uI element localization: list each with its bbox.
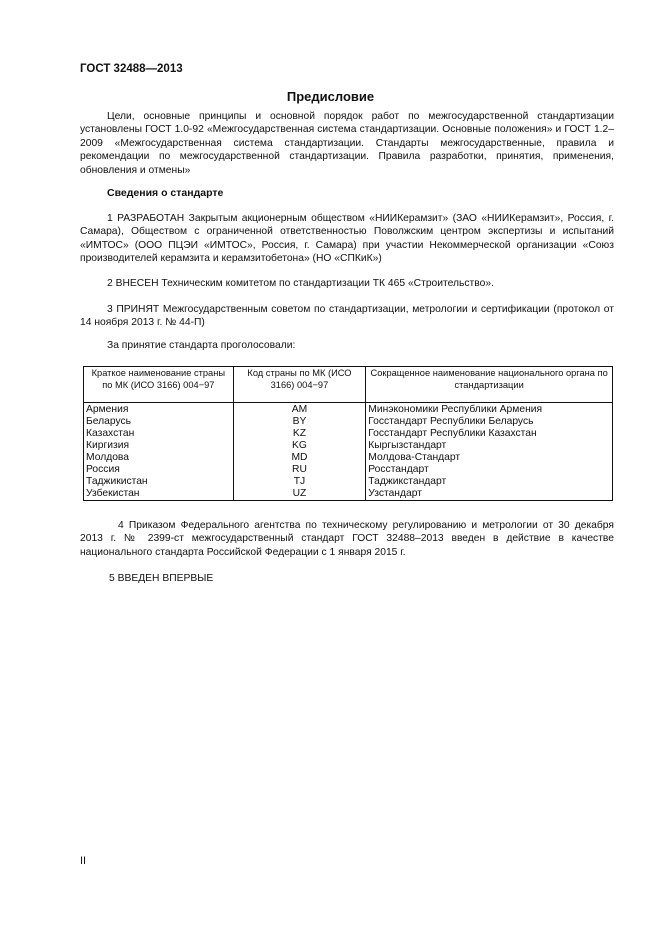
- cell-code: RU: [233, 464, 366, 476]
- cell-country: Таджикистан: [84, 476, 234, 488]
- item-submitted: 2 ВНЕСЕН Техническим комитетом по стандартизации ТК 465 «Строительство».: [107, 278, 494, 289]
- cell-body: Минэкономики Республики Армения: [366, 403, 613, 417]
- item-developed: 1 РАЗРАБОТАН Закрытым акционерным обществом «НИИКерамзит» (ЗАО «НИИКерамзит», Россия, г. Самара), Обществом с ограниченной ответственностью Поволжским центром экспертизы и испытаний «ИМТОС» (ООО ПЦЭИ «ИМТОС», Россия, г. Самара) при участии Некоммерческой организации «Союз производителей керамзита и керамзитобетона» (НО «СПКиК»): [80, 213, 614, 265]
- cell-body: Кыргызстандарт: [366, 440, 613, 452]
- cell-code: KG: [233, 440, 366, 452]
- cell-country: Киргизия: [84, 440, 234, 452]
- cell-body: Госстандарт Республики Беларусь: [366, 416, 613, 428]
- cell-code: TJ: [233, 476, 366, 488]
- item-order: 4 Приказом Федерального агентства по техническому регулированию и метрологии от 30 декабря 2013 г. № 2399-ст межгосударственный стандарт ГОСТ 32488–2013 введен в действие в качестве национального стандарта Российской Федерации с 1 января 2015 г.: [80, 520, 614, 558]
- cell-code: UZ: [233, 488, 366, 501]
- cell-code: AM: [233, 403, 366, 417]
- table-row: [84, 440, 613, 452]
- cell-code: KZ: [233, 428, 366, 440]
- cell-body: Молдова-Стандарт: [366, 452, 613, 464]
- table-row: [84, 452, 613, 464]
- table-header-row: [84, 367, 613, 403]
- table-row: [84, 428, 613, 440]
- cell-country: Узбекистан: [84, 488, 234, 501]
- document-code: ГОСТ 32488—2013: [80, 63, 183, 75]
- cell-body: Госстандарт Республики Казахстан: [366, 428, 613, 440]
- voted-label: За принятие стандарта проголосовали:: [107, 340, 296, 351]
- cell-country: Казахстан: [84, 428, 234, 440]
- table-row: [84, 476, 613, 488]
- section-heading: Сведения о стандарте: [107, 187, 224, 199]
- cell-code: BY: [233, 416, 366, 428]
- cell-code: MD: [233, 452, 366, 464]
- table-row: [84, 403, 613, 417]
- page-title: Предисловие: [286, 89, 375, 104]
- cell-country: Беларусь: [84, 416, 234, 428]
- cell-body: Узстандарт: [366, 488, 613, 501]
- cell-country: Армения: [84, 403, 234, 417]
- cell-body: Росстандарт: [366, 464, 613, 476]
- table-row: [84, 416, 613, 428]
- table-row: [84, 488, 613, 501]
- header-body: Сокращенное наименование национального органа по стандартизации: [366, 367, 613, 403]
- cell-body: Таджикстандарт: [366, 476, 613, 488]
- voting-table: [83, 366, 613, 501]
- item-introduced: 5 ВВЕДЕН ВПЕРВЫЕ: [109, 573, 214, 584]
- table-row: [84, 464, 613, 476]
- page-number: II: [80, 855, 87, 867]
- item-adopted: 3 ПРИНЯТ Межгосударственным советом по стандартизации, метрологии и сертификации (протокол от 14 ноября 2013 г. № 44-П): [80, 304, 614, 329]
- cell-country: Россия: [84, 464, 234, 476]
- header-code: Код страны по МК (ИСО 3166) 004−97: [233, 367, 366, 403]
- header-country: Краткое наименование страны по МК (ИСО 3166) 004−97: [84, 367, 234, 403]
- cell-country: Молдова: [84, 452, 234, 464]
- preface-intro: Цели, основные принципы и основной порядок работ по межгосударственной стандартизации установлены ГОСТ 1.0-92 «Межгосударственная система стандартизации. Основные положения» и ГОСТ 1.2–2009 «Межгосударственная система стандартизации. Стандарты межгосударственные, правила и рекомендации по межгосударственной стандартизации. Правила разработки, принятия, применения, обновления и отмены»: [80, 111, 614, 176]
